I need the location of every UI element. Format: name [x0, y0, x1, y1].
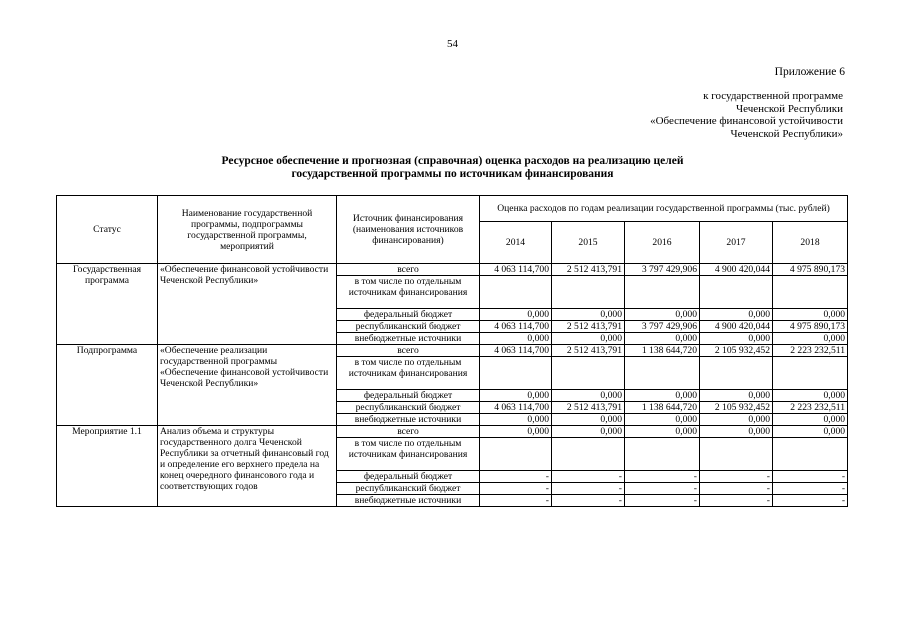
header-source: Источник финансирования (наименования источников финансирования) [337, 196, 480, 264]
value-cell: 0,000 [480, 426, 552, 438]
value-cell: 2 105 932,452 [700, 402, 773, 414]
value-cell: 0,000 [480, 414, 552, 426]
header-year: 2018 [773, 222, 848, 264]
value-cell: - [552, 483, 625, 495]
value-cell: - [480, 495, 552, 507]
value-cell: 0,000 [625, 414, 700, 426]
value-cell [625, 438, 700, 471]
table-row [57, 345, 848, 357]
value-cell: - [700, 495, 773, 507]
value-cell: 0,000 [773, 390, 848, 402]
value-cell: 0,000 [773, 426, 848, 438]
value-cell [552, 357, 625, 390]
value-cell: 1 138 644,720 [625, 402, 700, 414]
source-cell: республиканский бюджет [337, 402, 480, 414]
value-cell: 0,000 [552, 414, 625, 426]
value-cell [552, 438, 625, 471]
status-cell: Мероприятие 1.1 [57, 426, 158, 507]
page-number: 54 [447, 38, 458, 50]
header-year: 2016 [625, 222, 700, 264]
value-cell: 0,000 [625, 309, 700, 321]
value-cell: 0,000 [552, 309, 625, 321]
value-cell: 4 900 420,044 [700, 321, 773, 333]
header-estimate: Оценка расходов по годам реализации государственной программы (тыс. рублей) [480, 196, 848, 222]
status-cell: Подпрограмма [57, 345, 158, 426]
value-cell: - [625, 471, 700, 483]
value-cell [552, 276, 625, 309]
source-cell: федеральный бюджет [337, 471, 480, 483]
value-cell: 2 512 413,791 [552, 402, 625, 414]
value-cell: 0,000 [625, 426, 700, 438]
value-cell: 0,000 [480, 333, 552, 345]
value-cell: 0,000 [625, 390, 700, 402]
value-cell: 2 512 413,791 [552, 321, 625, 333]
value-cell: 0,000 [552, 426, 625, 438]
title-line: государственной программы по источникам финансирования [291, 167, 614, 180]
approval-line: к государственной программе [703, 90, 843, 102]
appendix-label: Приложение 6 [774, 66, 845, 78]
value-cell [625, 357, 700, 390]
value-cell: 0,000 [700, 333, 773, 345]
value-cell: 0,000 [773, 414, 848, 426]
value-cell: - [773, 495, 848, 507]
value-cell: 3 797 429,906 [625, 264, 700, 276]
approval-block [650, 90, 843, 140]
approval-line: «Обеспечение финансовой устойчивости [650, 115, 843, 127]
table-row [57, 426, 848, 438]
value-cell: - [700, 483, 773, 495]
value-cell: 0,000 [773, 333, 848, 345]
value-cell: 4 063 114,700 [480, 321, 552, 333]
value-cell: 0,000 [552, 333, 625, 345]
value-cell: 4 063 114,700 [480, 345, 552, 357]
value-cell: 0,000 [552, 390, 625, 402]
value-cell [700, 357, 773, 390]
name-cell: «Обеспечение финансовой устойчивости Чеченской Республики» [158, 264, 337, 345]
source-cell: федеральный бюджет [337, 309, 480, 321]
value-cell: - [773, 483, 848, 495]
source-cell: всего [337, 426, 480, 438]
source-cell: внебюджетные источники [337, 495, 480, 507]
source-cell: республиканский бюджет [337, 483, 480, 495]
value-cell [773, 357, 848, 390]
resource-table [56, 195, 848, 507]
value-cell: 0,000 [480, 390, 552, 402]
document-title [0, 155, 905, 180]
value-cell [700, 276, 773, 309]
value-cell: 3 797 429,906 [625, 321, 700, 333]
source-cell: внебюджетные источники [337, 333, 480, 345]
source-cell: федеральный бюджет [337, 390, 480, 402]
value-cell: 4 900 420,044 [700, 264, 773, 276]
value-cell: 2 223 232,511 [773, 402, 848, 414]
value-cell: 4 063 114,700 [480, 402, 552, 414]
value-cell [773, 438, 848, 471]
value-cell: 2 512 413,791 [552, 345, 625, 357]
name-cell: Анализ объема и структуры государственного долга Чеченской Республики за отчетный финансовый год и определение его верхнего предела на конец очередного финансового года и соответствующих годов [158, 426, 337, 507]
value-cell: 0,000 [700, 309, 773, 321]
header-year: 2014 [480, 222, 552, 264]
value-cell: 0,000 [700, 390, 773, 402]
value-cell: 4 975 890,173 [773, 321, 848, 333]
source-cell: всего [337, 345, 480, 357]
value-cell: 0,000 [773, 309, 848, 321]
header-year: 2017 [700, 222, 773, 264]
value-cell: 0,000 [700, 414, 773, 426]
value-cell: 1 138 644,720 [625, 345, 700, 357]
value-cell: 0,000 [480, 309, 552, 321]
value-cell: 0,000 [700, 426, 773, 438]
value-cell: - [625, 483, 700, 495]
value-cell [480, 357, 552, 390]
value-cell: 4 975 890,173 [773, 264, 848, 276]
value-cell: 0,000 [625, 333, 700, 345]
value-cell: 4 063 114,700 [480, 264, 552, 276]
source-cell: внебюджетные источники [337, 414, 480, 426]
approval-line: Чеченской Республики» [730, 127, 843, 140]
table-row [57, 264, 848, 276]
value-cell: 2 223 232,511 [773, 345, 848, 357]
value-cell [480, 276, 552, 309]
value-cell: - [480, 471, 552, 483]
value-cell: 2 512 413,791 [552, 264, 625, 276]
value-cell: - [625, 495, 700, 507]
approval-line: Чеченской Республики [735, 102, 843, 115]
title-line: Ресурсное обеспечение и прогнозная (справочная) оценка расходов на реализацию целей [221, 155, 684, 167]
header-year: 2015 [552, 222, 625, 264]
header-status: Статус [57, 196, 158, 264]
status-cell: Государственная программа [57, 264, 158, 345]
name-cell: «Обеспечение реализации государственной программы «Обеспечение финансовой устойчивости Чеченской Республики» [158, 345, 337, 426]
value-cell [480, 438, 552, 471]
value-cell [773, 276, 848, 309]
source-cell: в том числе по отдельным источникам финансирования [337, 357, 480, 390]
source-cell: всего [337, 264, 480, 276]
value-cell: - [700, 471, 773, 483]
value-cell: - [552, 495, 625, 507]
source-cell: в том числе по отдельным источникам финансирования [337, 438, 480, 471]
value-cell [700, 438, 773, 471]
value-cell [625, 276, 700, 309]
table-body [57, 264, 848, 507]
value-cell: - [773, 471, 848, 483]
header-name: Наименование государственной программы, подпрограммы государственной программы, мероприятий [158, 196, 337, 264]
value-cell: 2 105 932,452 [700, 345, 773, 357]
value-cell: - [552, 471, 625, 483]
value-cell: - [480, 483, 552, 495]
source-cell: в том числе по отдельным источникам финансирования [337, 276, 480, 309]
source-cell: республиканский бюджет [337, 321, 480, 333]
